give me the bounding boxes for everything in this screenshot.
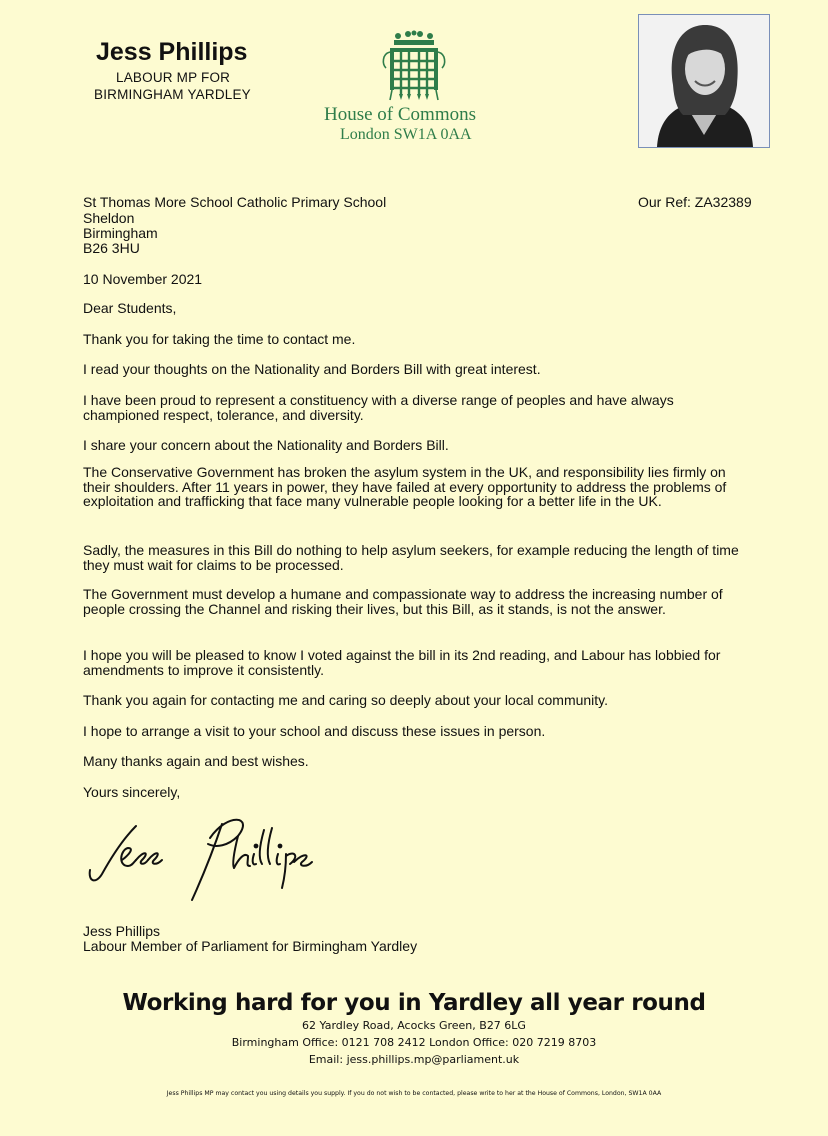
portrait-image (639, 15, 769, 147)
body-paragraph: I read your thoughts on the Nationality and Borders Bill with great interest. (83, 361, 541, 377)
recipient-line3: Birmingham (83, 225, 158, 241)
recipient-postcode: B26 3HU (83, 240, 140, 256)
reference-number: Our Ref: ZA32389 (638, 194, 752, 210)
letter-date: 10 November 2021 (83, 271, 203, 287)
signoff-title: Labour Member of Parliament for Birmingham Yardley (83, 938, 418, 954)
body-paragraph: I have been proud to represent a constituency with a diverse range of peoples and have always championed respect, tolerance, and diversity. (83, 392, 674, 423)
body-paragraph: Sadly, the measures in this Bill do nothing to help asylum seekers, for example reducing the length of time they must wait for claims to be processed. (83, 542, 739, 573)
portcullis-crest-icon (380, 30, 448, 104)
footer-disclaimer: Jess Phillips MP may contact you using details you supply. If you do not wish to be contacted, please write to her at the House of Commons, London, SW1A 0AA (166, 1090, 662, 1097)
body-paragraph: Thank you again for contacting me and caring so deeply about your local community. (83, 692, 609, 708)
salutation: Dear Students, (83, 300, 177, 316)
mp-role-line1: LABOUR MP FOR (116, 70, 231, 85)
body-paragraph: I hope you will be pleased to know I voted against the bill in its 2nd reading, and Labour has lobbied for amendments to improve it consistently. (83, 647, 721, 678)
footer-address: 62 Yardley Road, Acocks Green, B27 6LG (302, 1019, 526, 1032)
institution-address: London SW1A 0AA (340, 126, 472, 143)
footer-slogan: Working hard for you in Yardley all year round (122, 990, 706, 1016)
footer-offices: Birmingham Office: 0121 708 2412 London Office: 020 7219 8703 (231, 1036, 597, 1049)
footer-email: Email: jess.phillips.mp@parliament.uk (308, 1053, 520, 1066)
recipient-name: St Thomas More School Catholic Primary School (83, 194, 387, 210)
signoff-name: Jess Phillips (83, 923, 161, 939)
body-paragraph: The Conservative Government has broken the asylum system in the UK, and responsibility lies firmly on their shoulders. After 11 years in power, they have failed at every opportunity to address the problems of exploitation and trafficking that face many vulnerable people looking for a better life in the UK. (83, 464, 727, 509)
mp-portrait-photo (638, 14, 770, 148)
body-paragraph: Many thanks again and best wishes. (83, 753, 309, 769)
closing: Yours sincerely, (83, 784, 181, 800)
body-paragraph: The Government must develop a humane and compassionate way to address the increasing number of people crossing the Channel and risking their lives, but this Bill, as it stands, is not the answer. (83, 586, 723, 617)
body-paragraph: I share your concern about the Nationality and Borders Bill. (83, 437, 449, 453)
handwritten-signature (78, 808, 338, 908)
recipient-line2: Sheldon (83, 210, 135, 226)
mp-role-line2: BIRMINGHAM YARDLEY (94, 87, 251, 102)
mp-name: Jess Phillips (96, 38, 248, 66)
body-paragraph: I hope to arrange a visit to your school and discuss these issues in person. (83, 723, 546, 739)
body-paragraph: Thank you for taking the time to contact me. (83, 331, 356, 347)
institution-name: House of Commons (324, 104, 476, 125)
